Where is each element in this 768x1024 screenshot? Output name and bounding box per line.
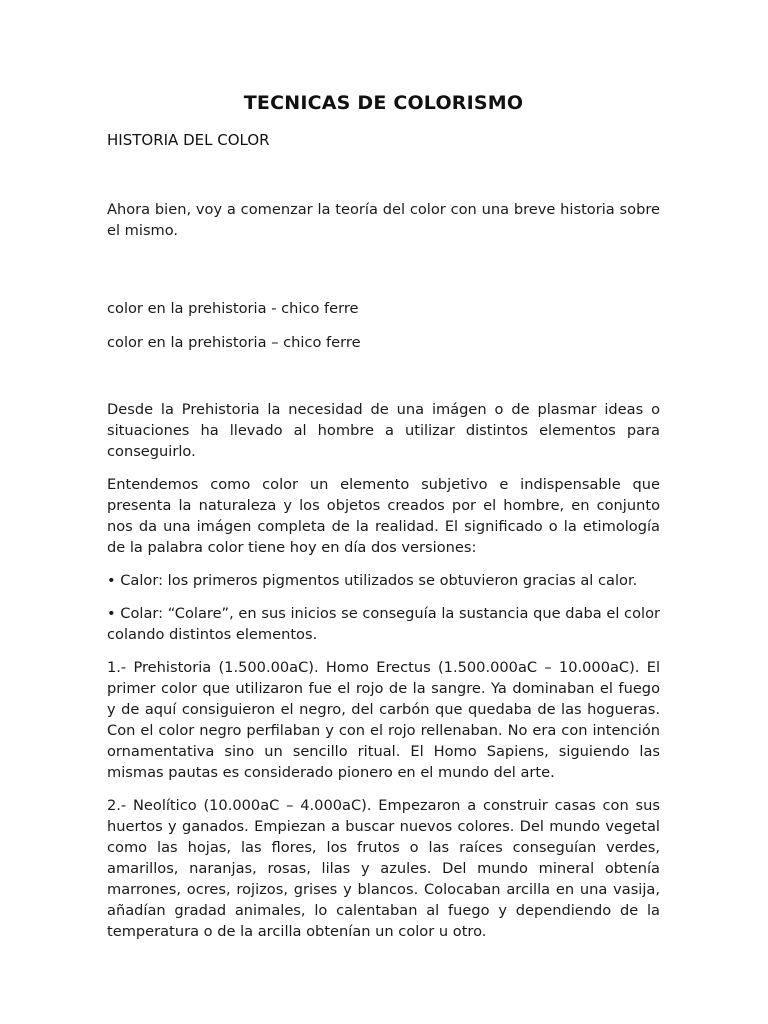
section-paragraph-prehistoria: 1.- Prehistoria (1.500.00aC). Homo Erectus (1.500.000aC – 10.000aC). El primer color que utilizaron fue el rojo de la sangre. Ya dominaban el fuego y de aquí consiguieron el negro, del carbón que quedaba de las hogueras. Con el color negro perfilaban y con el rojo rellenaban. No era con intención ornamentativa sino un sencillo ritual. El Homo Sapiens, siguiendo las mismas pautas es considerado pionero en el mundo del arte. [107, 659, 660, 781]
bullet-item: • Calor: los primeros pigmentos utilizados se obtuvieron gracias al calor. [107, 572, 638, 589]
body-paragraph: Entendemos como color un elemento subjetivo e indispensable que presenta la naturaleza y los objetos creados por el hombre, en conjunto nos da una imágen completa de la realidad. El significado o la etimología de la palabra color tiene hoy en día dos versiones: [107, 476, 660, 556]
document-body [107, 90, 660, 954]
body-paragraph: Desde la Prehistoria la necesidad de una imágen o de plasmar ideas o situaciones ha llevado al hombre a utilizar distintos elementos para conseguirlo. [107, 401, 660, 460]
bullet-item: • Colar: “Colare”, en sus inicios se conseguía la sustancia que daba el color colando distintos elementos. [107, 605, 660, 643]
document-title: TECNICAS DE COLORISMO [243, 92, 524, 114]
section-heading: HISTORIA DEL COLOR [107, 131, 270, 149]
video-link-line: color en la prehistoria – chico ferre [107, 334, 361, 351]
intro-paragraph: Ahora bien, voy a comenzar la teoría del color con una breve historia sobre el mismo. [107, 201, 660, 239]
video-link-line: color en la prehistoria - chico ferre [107, 300, 359, 317]
section-paragraph-neolitico: 2.- Neolítico (10.000aC – 4.000aC). Empezaron a construir casas con sus huertos y ganados. Empiezan a buscar nuevos colores. Del mundo vegetal como las hojas, las flores, los frutos o las raíces conseguían verdes, amarillos, naranjas, rosas, lilas y azules. Del mundo mineral obtenía marrones, ocres, rojizos, grises y blancos. Colocaban arcilla en una vasija, añadían gradad animales, lo calentaban al fuego y dependiendo de la temperatura o de la arcilla obtenían un color u otro. [107, 797, 660, 940]
